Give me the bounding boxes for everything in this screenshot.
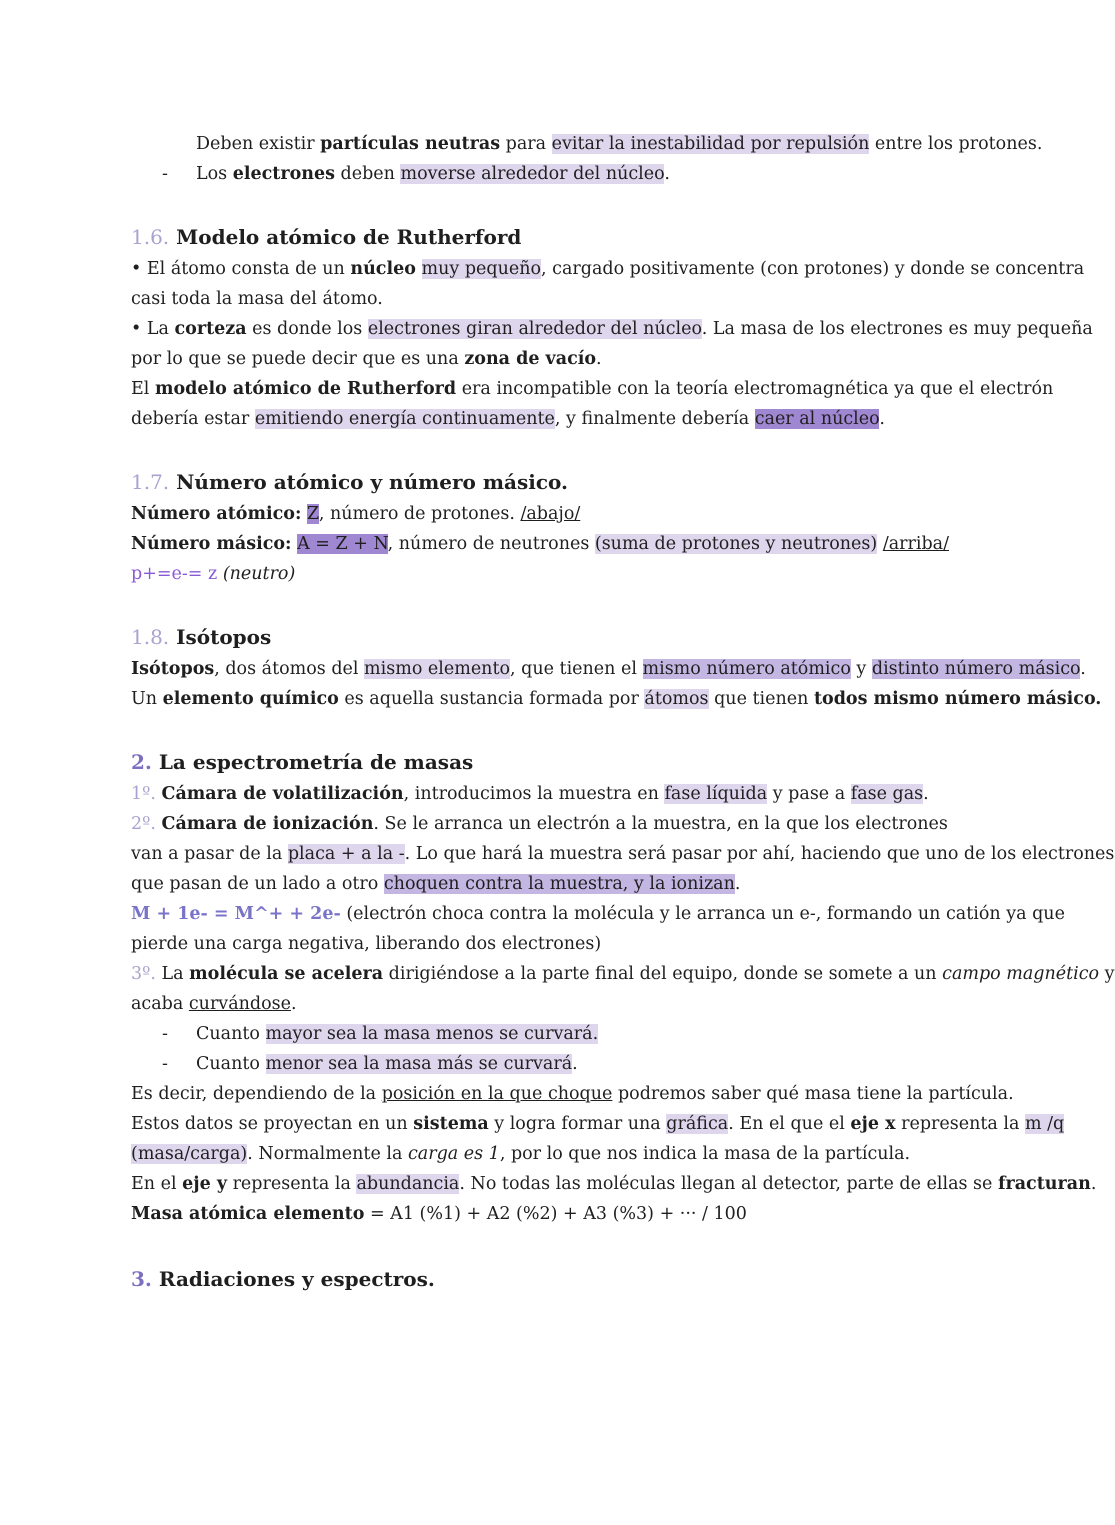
paragraph-line: 2º. Cámara de ionización. Se le arranca un electrón a la muestra, en la que los electrones bbox=[131, 814, 948, 834]
paragraph-line: Es decir, dependiendo de la posición en la que choque podremos saber qué masa tiene la partícula. bbox=[131, 1084, 1014, 1104]
paragraph-line: debería estar emitiendo energía continuamente, y finalmente debería caer al núcleo. bbox=[131, 409, 885, 429]
paragraph-line: En el eje y representa la abundancia. No todas las moléculas llegan al detector, parte de ellas se fracturan. bbox=[131, 1174, 1097, 1194]
paragraph-line: M + 1e- = M^+ + 2e- (electrón choca contra la molécula y le arranca un e-, formando un catión ya que bbox=[131, 904, 1065, 924]
section-heading-1-6: 1.6. Modelo atómico de Rutherford bbox=[131, 225, 522, 249]
paragraph-line: Un elemento químico es aquella sustancia formada por átomos que tienen todos mismo número másico. bbox=[131, 689, 1102, 709]
section-heading-1-7: 1.7. Número atómico y número másico. bbox=[131, 470, 568, 494]
paragraph-line: acaba curvándose. bbox=[131, 994, 297, 1014]
paragraph-line: casi toda la masa del átomo. bbox=[131, 289, 383, 309]
section-heading-3: 3. Radiaciones y espectros. bbox=[131, 1267, 435, 1291]
paragraph-line: • La corteza es donde los electrones giran alrededor del núcleo. La masa de los electrones es muy pequeña bbox=[131, 319, 1093, 339]
paragraph-line: Número atómico: Z, número de protones. /abajo/ bbox=[131, 504, 581, 524]
intro-line-1: Deben existir partículas neutras para evitar la inestabilidad por repulsión entre los protones. bbox=[196, 134, 1043, 154]
paragraph-line: pierde una carga negativa, liberando dos electrones) bbox=[131, 934, 602, 954]
paragraph-line: El modelo atómico de Rutherford era incompatible con la teoría electromagnética ya que el electrón bbox=[131, 379, 1054, 399]
paragraph-line: 3º. La molécula se acelera dirigiéndose a la parte final del equipo, donde se somete a un campo magnético y bbox=[131, 964, 1115, 984]
section-heading-1-8: 1.8. Isótopos bbox=[131, 625, 272, 649]
paragraph-line: (masa/carga). Normalmente la carga es 1, por lo que nos indica la masa de la partícula. bbox=[131, 1144, 911, 1164]
paragraph-line: Isótopos, dos átomos del mismo elemento, que tienen el mismo número atómico y distinto número másico. bbox=[131, 659, 1086, 679]
paragraph-line: Número másico: A = Z + N, número de neutrones (suma de protones y neutrones) /arriba/ bbox=[131, 534, 950, 554]
bullet-dash: - bbox=[162, 1024, 168, 1044]
bullet-dash: - bbox=[162, 164, 168, 184]
paragraph-line: van a pasar de la placa + a la -. Lo que hará la muestra será pasar por ahí, haciendo que uno de los electrones bbox=[131, 844, 1115, 864]
list-item: Cuanto menor sea la masa más se curvará. bbox=[196, 1054, 578, 1074]
paragraph-line: • El átomo consta de un núcleo muy pequeño, cargado positivamente (con protones) y donde se concentra bbox=[131, 259, 1085, 279]
paragraph-line: por lo que se puede decir que es una zona de vacío. bbox=[131, 349, 602, 369]
intro-line-2: Los electrones deben moverse alrededor del núcleo. bbox=[196, 164, 670, 184]
paragraph-line: p+=e-= z (neutro) bbox=[131, 564, 296, 584]
paragraph-line: que pasan de un lado a otro choquen contra la muestra, y la ionizan. bbox=[131, 874, 741, 894]
paragraph-line: Estos datos se proyectan en un sistema y logra formar una gráfica. En el que el eje x representa la m /q bbox=[131, 1114, 1065, 1134]
bullet-dash: - bbox=[162, 1054, 168, 1074]
section-heading-2: 2. La espectrometría de masas bbox=[131, 750, 474, 774]
paragraph-line: Masa atómica elemento = A1 (%1) + A2 (%2) + A3 (%3) + ··· / 100 bbox=[131, 1204, 747, 1224]
list-item: Cuanto mayor sea la masa menos se curvará. bbox=[196, 1024, 599, 1044]
paragraph-line: 1º. Cámara de volatilización, introducimos la muestra en fase líquida y pase a fase gas. bbox=[131, 784, 929, 804]
